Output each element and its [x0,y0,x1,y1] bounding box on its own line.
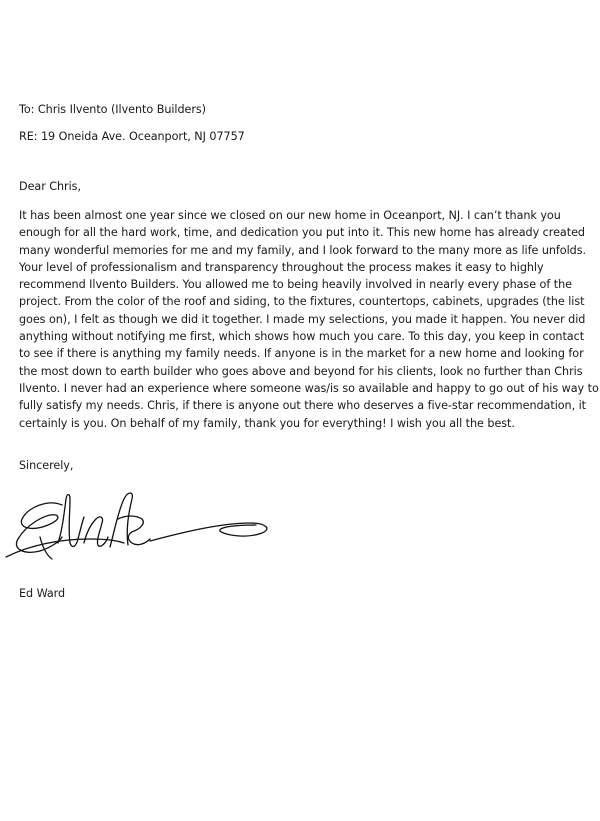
body-line: many wonderful memories for me and my family, and I look forward to the many more as life unfolds. [19,243,586,257]
body-line: fully satisfy my needs. Chris, if there is anyone out there who deserves a five-star recommendation, it [19,399,586,413]
body-line: goes on), I felt as though we did it together. I made my selections, you made it happen. You never did [19,312,586,326]
handwritten-signature [0,485,290,580]
body-line: to see if there is anything my family needs. If anyone is in the market for a new home and looking for [19,347,584,361]
salutation: Dear Chris, [19,180,81,193]
subject-line: RE: 19 Oneida Ave. Oceanport, NJ 07757 [19,130,245,143]
letter-body [19,207,599,432]
body-line: project. From the color of the roof and siding, to the fixtures, countertops, cabinets, upgrades (the list [19,295,585,309]
signer-name: Ed Ward [19,587,66,600]
closing: Sincerely, [19,459,74,472]
body-line: It has been almost one year since we closed on our new home in Oceanport, NJ. I can’t thank you [19,209,561,222]
body-line: recommend Ilvento Builders. You allowed me to being heavily involved in nearly every phase of the [19,278,572,292]
body-line: enough for all the hard work, time, and dedication you put into it. This new home has already created [19,226,585,240]
body-line: the most down to earth builder who goes above and beyond for his clients, look no further than Chris [19,364,583,378]
body-line: certainly is you. On behalf of my family, thank you for everything! I wish you all the best. [19,416,515,430]
body-line: Ilvento. I never had an experience where someone was/is so available and happy to go out of his way to [19,381,599,395]
body-line: Your level of professionalism and transparency throughout the process makes it easy to highly [19,260,544,274]
recipient-line: To: Chris Ilvento (Ilvento Builders) [19,103,206,116]
body-line: anything without notifying me first, which shows how much you care. To this day, you keep in contact [19,330,585,344]
